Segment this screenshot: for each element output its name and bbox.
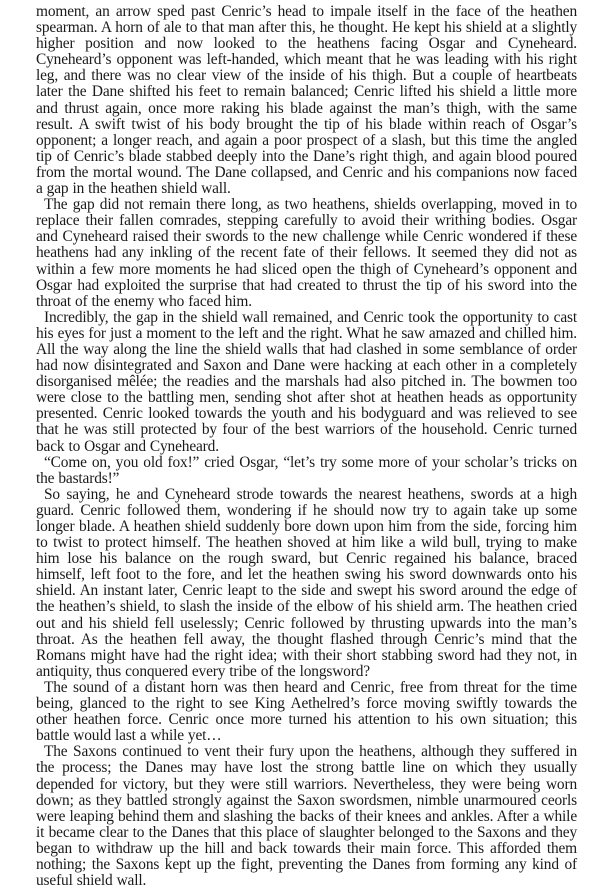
paragraph-2: The gap did not remain there long, as two heathens, shields overlapping, moved in to replace their fallen comrades, stepping carefully to avoid their writhing bodies. Osgar and Cyneheard raised their swords to the new challenge while Cenric wondered if these heathens had any inkling of the recent fate of their fellows. It seemed they did not as within a few more moments he had sliced open the thigh of Cyneheard’s opponent and Osgar had exploited the surprise that had created to thrust the tip of his sword into the throat of the enemy who faced him. bbox=[36, 196, 577, 310]
paragraph-5: So saying, he and Cyneheard strode towards the nearest heathens, swords at a high guard. Cenric followed them, wondering if he should now try to again take up some longer blade. A heathen shield suddenly bore down upon him from the side, forcing him to twist to protect himself. The heathen shoved at him like a wild bull, trying to make him lose his balance on the rough sward, but Cenric regained his balance, braced himself, left foot to the fore, and let the heathen swing his sword downwards onto his shield. An instant later, Cenric leapt to the side and swept his sword around the edge of the heathen’s shield, to slash the inside of the elbow of his shield arm. The heathen cried out and his shield fell uselessly; Cenric followed by thrusting upwards into the man’s throat. As the heathen fell away, the thought flashed through Cenric’s mind that the Romans might have had the right idea; with their short stabbing sword had they not, in antiquity, thus conquered every tribe of the longsword? bbox=[36, 485, 577, 680]
paragraph-1: moment, an arrow sped past Cenric’s head to impale itself in the face of the heathen spearman. A horn of ale to that man after this, he thought. He kept his shield at a slightly higher position and now looked to the heathens facing Osgar and Cyneheard. Cyneheard’s opponent was left-handed, which meant that he was leading with his right leg, and there was no clear view of the inside of his thigh. But a couple of heartbeats later the Dane shifted his feet to remain balanced; Cenric lifted his shield a little more and thrust again, once more raking his blade against the man’s thigh, with the same result. A swift twist of his body brought the tip of his blade within reach of Osgar’s opponent; a longer reach, and again a poor prospect of a slash, but this time the angled tip of Cenric’s blade stabbed deeply into the Dane’s right thigh, and again blood poured from the mortal wound. The Dane collapsed, and Cenric and his companions now faced a gap in the heathen shield wall. bbox=[36, 3, 577, 198]
paragraph-6: The sound of a distant horn was then heard and Cenric, free from threat for the time being, glanced to the right to see King Aethelred’s force moving swiftly towards the other heathen force. Cenric once more turned his attention to his own situation; this battle would last a while yet… bbox=[36, 678, 577, 745]
paragraph-7: The Saxons continued to vent their fury upon the heathens, although they suffered in the process; the Danes may have lost the strong battle line on which they usually depended for victory, but they were still warriors. Nevertheless, they were being worn down; as they battled strongly against the Saxon swordsmen, nimble unarmoured ceorls were leaping behind them and slashing the backs of their knees and ankles. After a while it became clear to the Danes that this place of slaughter belonged to the Saxons and they began to withdraw up the hill and back towards their main force. This afforded them nothing; the Saxons kept up the fight, preventing the Danes from forming any kind of useful shield wall. bbox=[36, 743, 577, 889]
document-page bbox=[36, 4, 577, 889]
paragraph-4: “Come on, you old fox!” cried Osgar, “let’s try some more of your scholar’s tricks on the bastards!” bbox=[36, 453, 577, 487]
paragraph-3: Incredibly, the gap in the shield wall remained, and Cenric took the opportunity to cast his eyes for just a moment to the left and the right. What he saw amazed and chilled him. All the way along the line the shield walls that had clashed in some semblance of order had now disintegrated and Saxon and Dane were hacking at each other in a completely disorganised mêlée; the readies and the marshals had also pitched in. The bowmen too were close to the battling men, sending shot after shot at heathen heads as opportunity presented. Cenric looked towards the youth and his bodyguard and was relieved to see that he was still protected by four of the best warriors of the household. Cenric turned back to Osgar and Cyneheard. bbox=[36, 308, 577, 455]
